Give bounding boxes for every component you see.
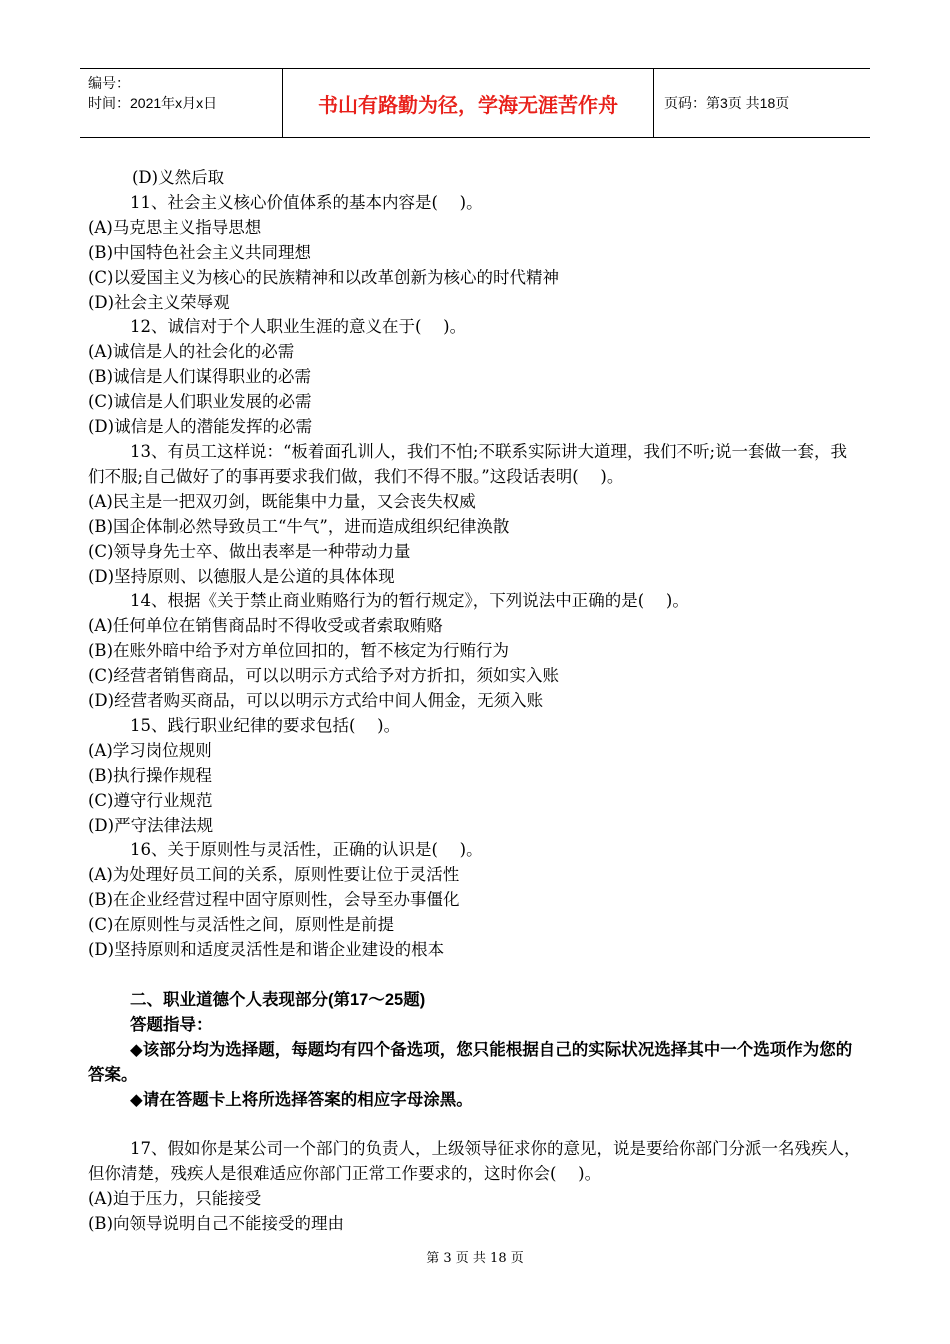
option-line: (A)为处理好员工间的关系，原则性要让位于灵活性 [88,865,460,885]
page-footer: 第 3 页 共 18 页 [426,1251,524,1266]
section-title: 二、职业道德个人表现部分(第17～25题) [130,990,426,1009]
option-line: (A)迫于压力，只能接受 [88,1189,262,1209]
option-line: (C)在原则性与灵活性之间，原则性是前提 [88,915,394,935]
time-label: 时间：2021年x月x日 [88,95,218,111]
option-line: (B)向领导说明自己不能接受的理由 [88,1214,344,1234]
option-line: (C)经营者销售商品，可以以明示方式给予对方折扣，须如实入账 [88,666,559,686]
option-line: (C)以爱国主义为核心的民族精神和以改革创新为核心的时代精神 [88,267,559,287]
option-line: (D)义然后取 [132,168,225,187]
option-line: (D)经营者购买商品，可以以明示方式给中间人佣金，无须入账 [88,691,544,711]
option-line: (B)国企体制必然导致员工“牛气”，进而造成组织纪律涣散 [88,516,510,536]
option-line: (D)诚信是人的潜能发挥的必需 [88,417,313,437]
header-page-info: 页码：第3页 共18页 [664,95,790,111]
option-line: (C)诚信是人们职业发展的必需 [88,392,312,412]
header-meta [80,69,282,137]
option-line: (B)中国特色社会主义共同理想 [88,242,311,262]
option-line: (A)马克思主义指导思想 [88,217,262,237]
option-line: (A)诚信是人的社会化的必需 [88,342,295,362]
option-line: (C)遵守行业规范 [88,790,213,810]
question-line: 17、假如你是某公司一个部门的负责人，上级领导征求你的意见，说是要给你部门分派一名残疾人，但你清楚，残疾人是很难适应你部门正常工作要求的，这时你会( )。 [88,1139,861,1184]
guide-note: ◆请在答题卡上将所选择答案的相应字母涂黑。 [130,1090,473,1109]
guide-note: ◆该部分均为选择题，每题均有四个备选项，您只能根据自己的实际状况选择其中一个选项作为您的答案。 [88,1040,853,1084]
question-line: 15、践行职业纪律的要求包括( )。 [130,715,401,735]
spacer [88,1112,862,1137]
question-line: 16、关于原则性与灵活性，正确的认识是( )。 [130,840,483,860]
option-line: (B)在账外暗中给予对方单位回扣的，暂不核定为行贿行为 [88,641,509,661]
question-line: 11、社会主义核心价值体系的基本内容是( )。 [130,192,483,212]
spacer [88,963,862,988]
option-line: (D)社会主义荣辱观 [88,292,230,312]
page-header [80,68,870,138]
question-line: 14、根据《关于禁止商业贿赂行为的暂行规定》，下列说法中正确的是( )。 [130,591,689,611]
option-line: (A)学习岗位规则 [88,740,212,760]
option-line: (C)领导身先士卒、做出表率是一种带动力量 [88,541,411,561]
option-line: (A)民主是一把双刃剑，既能集中力量，又会丧失权威 [88,491,476,511]
number-label: 编号： [88,75,130,91]
header-motto: 书山有路勤为径，学海无涯苦作舟 [282,69,654,137]
option-line: (B)执行操作规程 [88,765,212,785]
option-line: (D)坚持原则、以德服人是公道的具体体现 [88,566,395,586]
option-line: (A)任何单位在销售商品时不得收受或者索取贿赂 [88,616,443,636]
option-line: (B)在企业经营过程中固守原则性，会导至办事僵化 [88,890,460,910]
question-line: 13、有员工这样说：“板着面孔训人，我们不怕;不联系实际讲大道理，我们不听;说一套做一套，我们不服;自己做好了的事再要求我们做，我们不得不服。”这段话表明( )。 [88,441,848,486]
question-line: 12、诚信对于个人职业生涯的意义在于( )。 [130,317,467,337]
guide-label: 答题指导： [130,1015,213,1034]
option-line: (B)诚信是人们谋得职业的必需 [88,367,311,387]
document-body [88,166,862,1237]
option-line: (D)严守法律法规 [88,815,214,835]
option-line: (D)坚持原则和适度灵活性是和谐企业建设的根本 [88,940,445,960]
